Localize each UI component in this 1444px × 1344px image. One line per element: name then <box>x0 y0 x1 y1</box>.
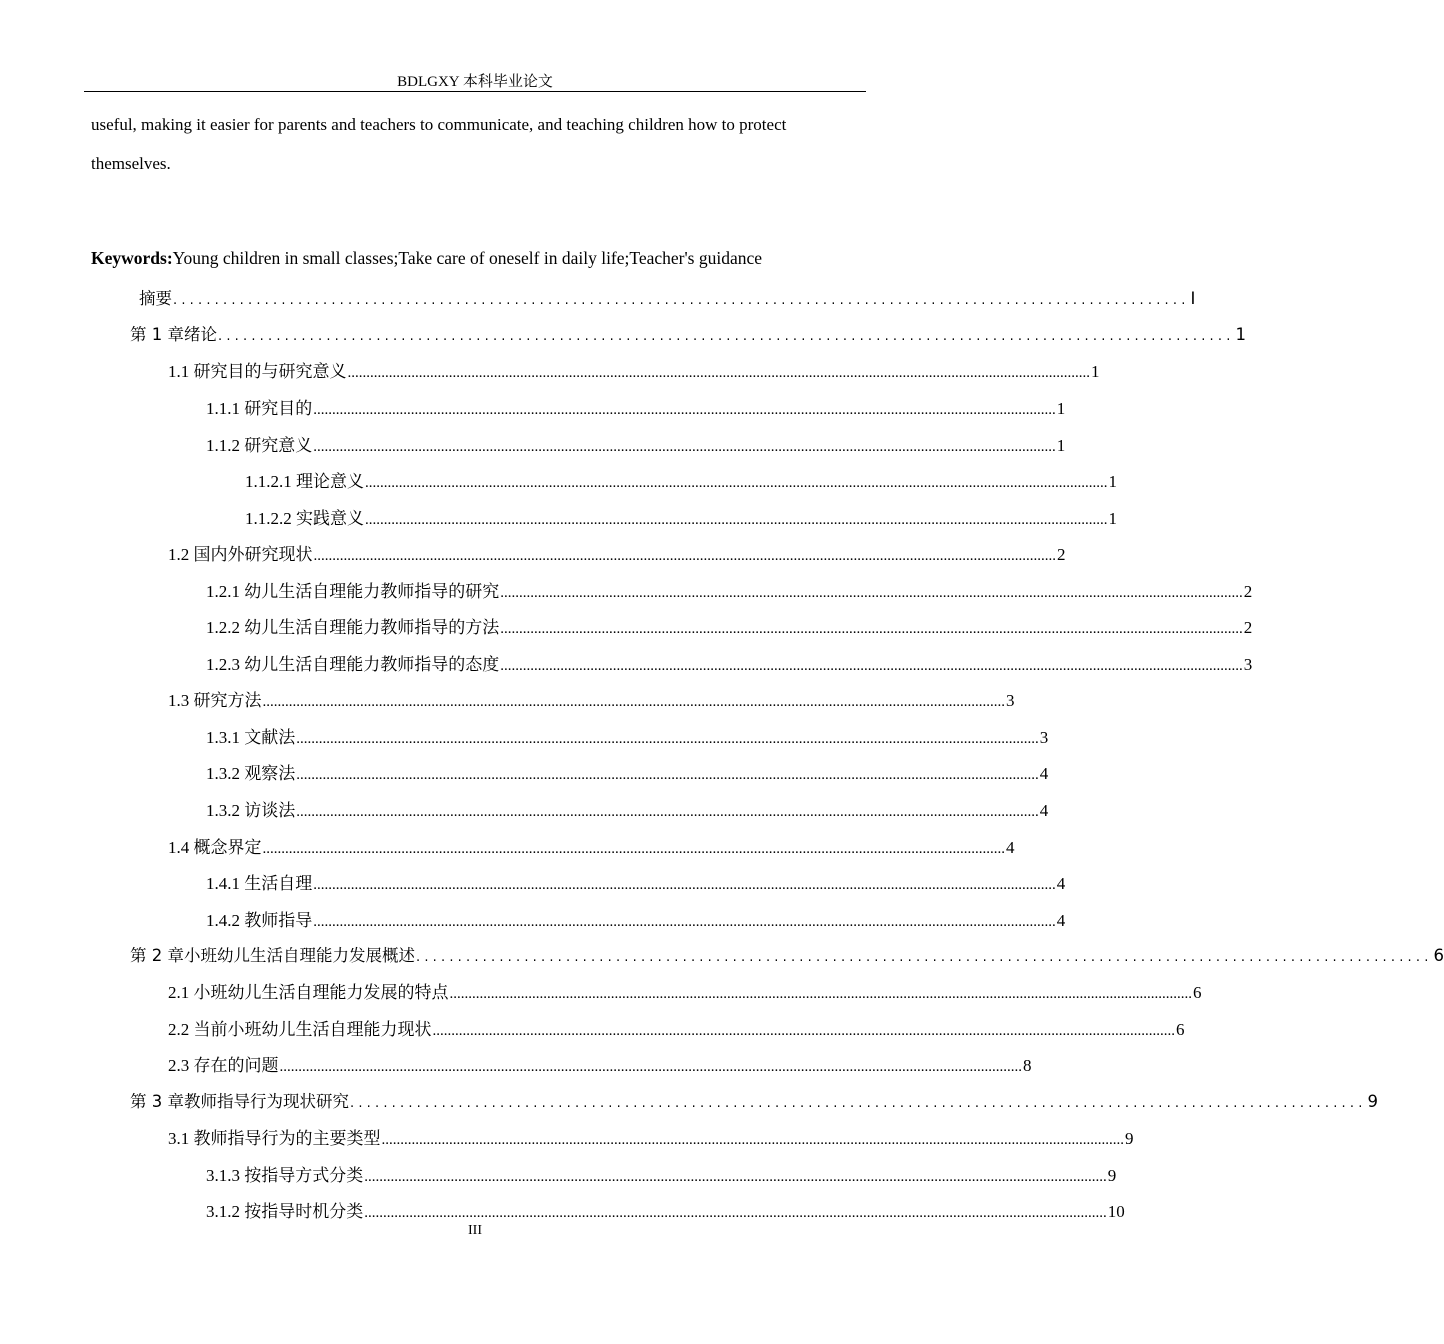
toc-entry[interactable] <box>206 723 1049 747</box>
toc-entry[interactable] <box>245 504 1117 528</box>
toc-entry-title: 1.4.1 生活自理 <box>206 874 313 893</box>
toc-leader: ...................................................................................................................................................................................................... <box>279 1059 1022 1075</box>
toc-entry-title: 1.2.1 幼儿生活自理能力教师指导的研究 <box>206 582 500 601</box>
toc-entry[interactable] <box>206 431 1066 455</box>
toc-entry-title: 2.3 存在的问题 <box>168 1056 279 1075</box>
toc-entry-title: 1.1.2 研究意义 <box>206 436 313 455</box>
toc-leader: ...................................................................................................................................................................................................... <box>313 877 1056 893</box>
page-number: III <box>468 1223 482 1238</box>
toc-entry[interactable] <box>206 613 1253 637</box>
toc-leader: ...................................................................................................................................................................................................... <box>449 986 1192 1002</box>
toc-entry-page: 9 <box>1367 1092 1379 1111</box>
toc-leader: ...................................................................................................................................................................................................... <box>364 1169 1107 1185</box>
toc-entry-page: 8 <box>1023 1056 1032 1075</box>
toc-entry[interactable] <box>168 686 1015 710</box>
toc-entry[interactable] <box>130 1088 1379 1112</box>
toc-entry-page: 1 <box>1108 472 1117 491</box>
toc-entry-page: 10 <box>1107 1202 1125 1221</box>
toc-leader: ...................................................................................................................................................................................................... <box>262 841 1005 857</box>
toc-leader: ...................................................................................................................................................................................................... <box>500 585 1243 601</box>
toc-entry[interactable] <box>206 759 1049 783</box>
header-rule <box>84 91 866 92</box>
toc-entry-title: 1.1.2.1 理论意义 <box>245 472 364 491</box>
toc-entry[interactable] <box>206 869 1066 893</box>
toc-entry-title: 2.1 小班幼儿生活自理能力发展的特点 <box>168 983 449 1002</box>
toc-entry-page: 2 <box>1057 545 1066 564</box>
toc-entry-title: 摘要 <box>139 289 172 308</box>
toc-entry-page: 9 <box>1125 1129 1134 1148</box>
toc-leader: ...................................................................................................................................................................................................... <box>313 548 1056 564</box>
toc-entry-title: 第 2 章小班幼儿生活自理能力发展概述 <box>130 946 415 965</box>
toc-entry[interactable] <box>130 942 1444 966</box>
toc-entry[interactable] <box>168 357 1100 381</box>
toc-entry-page: 3 <box>1039 728 1049 747</box>
toc-entry-title: 第 1 章绪论 <box>130 325 217 344</box>
toc-entry-title: 3.1.2 按指导时机分类 <box>206 1202 364 1221</box>
toc-leader: ...................................................................................................................................................................................................... <box>262 694 1005 710</box>
toc-entry-page: 1 <box>1056 399 1066 418</box>
toc-entry-title: 1.3 研究方法 <box>168 691 262 710</box>
toc-entry-page: I <box>1190 289 1196 308</box>
toc-entry[interactable] <box>168 833 1015 857</box>
toc-entry[interactable] <box>206 394 1066 418</box>
toc-entry-title: 1.3.2 观察法 <box>206 764 296 783</box>
toc-leader: ...................................................................................................................................................................................................... <box>313 914 1056 930</box>
toc-entry-title: 2.2 当前小班幼儿生活自理能力现状 <box>168 1020 432 1039</box>
toc-leader: ...................................................................................................................................................................................................... <box>296 804 1039 820</box>
toc-entry[interactable] <box>206 1161 1117 1185</box>
toc-entry-title: 1.2 国内外研究现状 <box>168 545 313 564</box>
toc-entry-title: 1.1.2.2 实践意义 <box>245 509 364 528</box>
toc-entry-title: 1.3.1 文献法 <box>206 728 296 747</box>
toc-entry-page: 4 <box>1056 874 1066 893</box>
toc-entry-page: 4 <box>1039 801 1049 820</box>
toc-entry[interactable] <box>245 467 1117 491</box>
toc-entry-page: 1 <box>1235 325 1247 344</box>
toc-entry-page: 3 <box>1243 655 1253 674</box>
toc-entry[interactable] <box>168 1015 1185 1039</box>
toc-entry-page: 9 <box>1107 1166 1117 1185</box>
toc-entry[interactable] <box>206 906 1066 930</box>
toc-leader: ...................................................................................................................................................................................................... <box>365 512 1108 528</box>
toc-entry-page: 4 <box>1039 764 1049 783</box>
keywords-text: Young children in small classes;Take care of oneself in daily life;Teacher's guidance <box>172 248 763 268</box>
toc-entry-title: 第 3 章教师指导行为现状研究 <box>130 1092 349 1111</box>
toc-entry[interactable] <box>206 577 1253 601</box>
abstract-line-1: useful, making it easier for parents and teachers to communicate, and teaching children how to protect <box>91 115 787 134</box>
toc-entry-title: 3.1.3 按指导方式分类 <box>206 1166 364 1185</box>
toc-leader: ...................................................................................................................................................................................................... <box>313 439 1056 455</box>
toc-entry-page: 1 <box>1108 509 1117 528</box>
page-header-title: BDLGXY 本科毕业论文 <box>397 74 553 90</box>
toc-leader: ...................................................................................................................................................................................................... <box>296 731 1039 747</box>
toc-entry[interactable] <box>168 1124 1134 1148</box>
toc-leader: .......................................................................................................................... <box>173 293 1190 308</box>
toc-entry[interactable] <box>206 1197 1125 1221</box>
toc-leader: ...................................................................................................................................................................................................... <box>500 621 1243 637</box>
toc-entry-page: 6 <box>1193 983 1202 1002</box>
keywords-line <box>91 248 762 269</box>
toc-entry-page: 6 <box>1433 946 1444 965</box>
toc-entry[interactable] <box>168 1051 1032 1075</box>
toc-leader: .......................................................................................................................... <box>218 329 1235 344</box>
toc-entry-title: 1.2.3 幼儿生活自理能力教师指导的态度 <box>206 655 500 674</box>
toc-leader: ...................................................................................................................................................................................................... <box>313 402 1056 418</box>
toc-entry[interactable] <box>206 796 1049 820</box>
abstract-line-2: themselves. <box>91 154 171 173</box>
toc-leader: .......................................................................................................................... <box>350 1096 1367 1111</box>
toc-entry-page: 1 <box>1091 362 1100 381</box>
toc-entry[interactable] <box>130 321 1247 345</box>
toc-entry-page: 6 <box>1176 1020 1185 1039</box>
toc-entry[interactable] <box>139 285 1196 309</box>
toc-entry-page: 3 <box>1006 691 1015 710</box>
toc-entry-title: 1.4.2 教师指导 <box>206 911 313 930</box>
toc-entry-title: 1.4 概念界定 <box>168 838 262 857</box>
toc-leader: ...................................................................................................................................................................................................... <box>296 767 1039 783</box>
toc-entry-title: 1.1.1 研究目的 <box>206 399 313 418</box>
toc-entry-page: 4 <box>1006 838 1015 857</box>
keywords-label: Keywords: <box>91 248 173 268</box>
toc-leader: ...................................................................................................................................................................................................... <box>500 658 1243 674</box>
toc-entry[interactable] <box>206 650 1253 674</box>
toc-entry[interactable] <box>168 540 1066 564</box>
toc-entry-page: 1 <box>1056 436 1066 455</box>
toc-entry-page: 2 <box>1243 582 1253 601</box>
toc-entry[interactable] <box>168 978 1202 1002</box>
toc-entry-title: 1.3.2 访谈法 <box>206 801 296 820</box>
toc-leader: ...................................................................................................................................................................................................... <box>365 475 1108 491</box>
toc-leader: ...................................................................................................................................................................................................... <box>347 365 1090 381</box>
toc-entry-page: 2 <box>1243 618 1253 637</box>
toc-entry-title: 1.1 研究目的与研究意义 <box>168 362 347 381</box>
toc-leader: .......................................................................................................................... <box>416 950 1433 965</box>
toc-entry-title: 3.1 教师指导行为的主要类型 <box>168 1129 381 1148</box>
toc-entry-title: 1.2.2 幼儿生活自理能力教师指导的方法 <box>206 618 500 637</box>
toc-leader: ...................................................................................................................................................................................................... <box>381 1132 1124 1148</box>
toc-leader: ...................................................................................................................................................................................................... <box>432 1023 1175 1039</box>
toc-entry-page: 4 <box>1056 911 1066 930</box>
toc-leader: ...................................................................................................................................................................................................... <box>364 1205 1107 1221</box>
